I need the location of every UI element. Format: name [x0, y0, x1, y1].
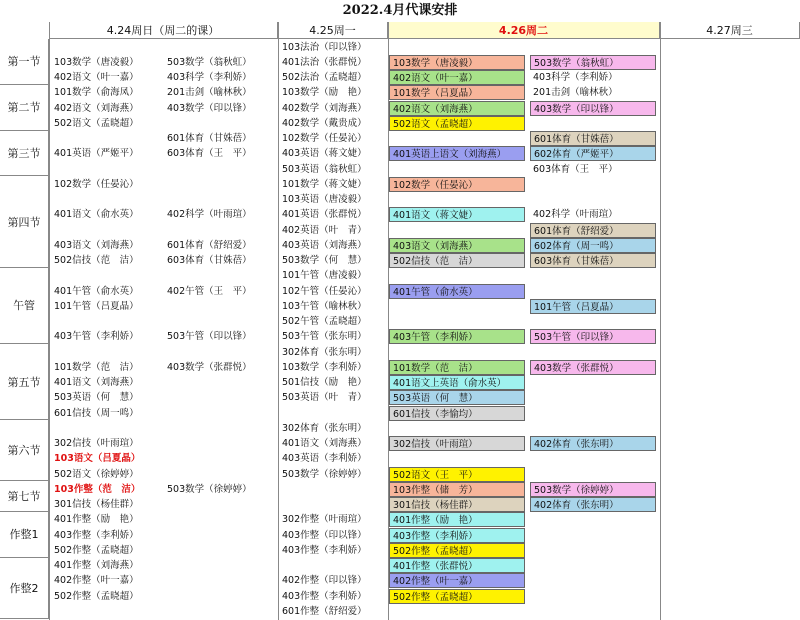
schedule-cell: 403作整（印以锋） [282, 529, 367, 541]
schedule-cell: 101数学（范 洁） [389, 360, 525, 375]
header-day-monday: 4.25周一 [278, 22, 388, 39]
schedule-cell: 401法治（张群悦） [282, 56, 367, 68]
schedule-cell: 502作整（孟晓超） [54, 590, 139, 602]
schedule-cell: 502信技（范 洁） [389, 253, 525, 268]
schedule-cell: 402语文（刘海燕） [389, 101, 525, 116]
schedule-cell: 603体育（王 平） [167, 148, 252, 160]
schedule-cell: 103作整（储 芳） [389, 482, 525, 497]
schedule-cell: 403作整（李利娇） [54, 529, 139, 541]
schedule-cell: 401作整（刘海燕） [54, 560, 139, 571]
schedule-cell: 402科学（叶雨瑄） [533, 209, 618, 221]
period-label: 第三节 [0, 131, 49, 177]
schedule-cell: 503英语（翁秋虹） [282, 163, 367, 175]
schedule-cell: 103午管（喻林秋） [282, 300, 367, 312]
schedule-cell: 403英语（蒋文婕） [282, 148, 367, 160]
schedule-cell: 401语文（俞水英） [54, 209, 139, 221]
schedule-cell: 602体育（严姬平） [530, 146, 656, 161]
schedule-cell: 103数学（唐凌毅） [54, 56, 139, 68]
schedule-cell: 302信技（叶雨瑄） [389, 436, 525, 451]
schedule-cell: 403数学（印以锋） [167, 102, 252, 114]
schedule-cell: 603体育（甘姝蓓） [530, 253, 656, 268]
schedule-cell: 402科学（叶雨瑄） [167, 209, 252, 221]
grid-divider [388, 22, 389, 620]
schedule-cell: 101数学（吕夏晶） [389, 85, 525, 100]
schedule-cell: 103作整（范 洁） [54, 483, 141, 495]
schedule-cell: 403语文（刘海燕） [54, 239, 139, 251]
schedule-cell: 401英语（严姬平） [54, 148, 139, 160]
schedule-cell: 101数学（范 洁） [54, 361, 139, 373]
schedule-cell: 102午管（任晏沁） [282, 285, 367, 297]
schedule-cell: 302信技（叶雨瑄） [54, 438, 139, 449]
schedule-cell: 201击剑（喻林秋） [533, 87, 618, 99]
schedule-cell: 103语文（吕夏晶） [54, 453, 141, 465]
schedule-cell: 403语文（刘海燕） [389, 238, 525, 253]
schedule-cell: 603体育（甘姝蓓） [167, 255, 252, 266]
schedule-cell: 503午管（印以锋） [167, 331, 252, 343]
schedule-cell: 103数学（李利娇） [282, 361, 367, 373]
schedule-cell: 201击剑（喻林秋） [167, 87, 252, 99]
header-day-tuesday: 4.26周二 [388, 22, 660, 39]
schedule-cell: 502语文（孟晓超） [54, 117, 139, 129]
schedule-cell: 401语文（蒋文婕） [389, 207, 525, 222]
schedule-cell: 302作整（叶雨瑄） [282, 514, 367, 526]
header-day-wednesday: 4.27周三 [660, 22, 800, 39]
period-label: 第七节 [0, 481, 49, 512]
schedule-cell: 602体育（周一鸣） [530, 238, 656, 253]
schedule-cell: 102数学（任晏沁） [389, 177, 525, 192]
schedule-cell: 502语文（孟晓超） [389, 116, 525, 131]
schedule-cell: 103数学（励 艳） [282, 87, 367, 99]
schedule-cell: 402语文（刘海燕） [54, 102, 139, 114]
schedule-cell: 103英语（唐凌毅） [282, 194, 367, 205]
schedule-cell: 101午管（唐凌毅） [282, 270, 367, 282]
schedule-cell: 401午管（俞水英） [389, 284, 525, 299]
schedule-cell: 503英语（何 慧） [54, 392, 139, 404]
schedule-cell: 601信技（李愉均） [389, 406, 525, 421]
header-day-sunday: 4.24周日（周二的课） [49, 22, 278, 39]
schedule-cell: 402午管（王 平） [167, 285, 252, 297]
schedule-cell: 601体育（甘姝蓓） [167, 133, 252, 144]
schedule-cell: 102数学（任晏沁） [54, 178, 139, 190]
schedule-cell: 502作整（孟晓超） [389, 589, 525, 604]
schedule-cell: 502语文（王 平） [389, 467, 525, 482]
schedule-cell: 301信技（杨佳群） [54, 499, 139, 510]
grid-divider [278, 22, 279, 620]
schedule-cell: 101数学（俞海凤） [54, 87, 139, 99]
schedule-cell: 403英语（李利娇） [282, 453, 367, 465]
schedule-cell: 403作整（李利娇） [282, 544, 367, 556]
schedule-cell: 402英语（叶 青） [282, 224, 367, 236]
schedule-cell: 601体育（舒绍爱） [530, 223, 656, 238]
schedule-cell: 502法治（孟晓超） [282, 72, 367, 83]
period-label: 第二节 [0, 85, 49, 131]
schedule-cell: 503数学（翁秋虹） [167, 56, 252, 68]
schedule-cell: 601信技（周一鸣） [54, 407, 139, 419]
period-label: 作整2 [0, 558, 49, 619]
schedule-cell: 401英语（张群悦） [282, 209, 367, 221]
schedule-cell: 503午管（印以锋） [530, 329, 656, 344]
schedule-cell: 402作整（叶一嘉） [54, 575, 139, 587]
schedule-cell: 603体育（王 平） [533, 163, 618, 175]
schedule-cell: 302体育（张东明） [282, 346, 367, 358]
schedule-cell: 302体育（张东明） [282, 422, 367, 434]
schedule-cell: 101午管（吕夏晶） [530, 299, 656, 314]
grid-divider [49, 22, 50, 620]
schedule-cell: 401午管（俞水英） [54, 285, 139, 297]
schedule-cell: 502语文（徐婷婷） [54, 468, 139, 480]
schedule-cell: 103法治（印以锋） [282, 41, 367, 53]
schedule-cell: 402作整（叶一嘉） [389, 573, 525, 588]
schedule-cell: 101数学（蒋文婕） [282, 178, 367, 190]
schedule-cell: 403科学（李利娇） [533, 72, 618, 83]
schedule-cell: 403数学（张群悦） [530, 360, 656, 375]
schedule-cell: 102数学（任晏沁） [282, 133, 367, 144]
period-label: 第四节 [0, 176, 49, 268]
schedule-cell: 601作整（舒绍爱） [282, 605, 367, 617]
schedule-cell: 403数学（印以锋） [530, 101, 656, 116]
schedule-cell: 301信技（杨佳群） [389, 497, 525, 512]
schedule-cell: 503英语（何 慧） [389, 390, 525, 405]
schedule-cell: 403科学（李利娇） [167, 72, 252, 83]
schedule-cell: 402语文（叶一嘉） [389, 70, 525, 85]
schedule-cell: 401语文上英语（俞水英） [389, 375, 525, 390]
period-label: 第五节 [0, 344, 49, 420]
schedule-cell: 403午管（李利娇） [54, 331, 139, 343]
schedule-cell: 402体育（张东明） [530, 497, 656, 512]
schedule-cell: 401语文（刘海燕） [282, 438, 367, 449]
sheet-title: 2022.4月代课安排 [342, 3, 458, 18]
grid-divider [660, 22, 661, 620]
schedule-cell: 601体育（舒绍爱） [167, 239, 252, 251]
schedule-cell: 103数学（唐凌毅） [389, 55, 525, 70]
schedule-cell: 503数学（徐婷婷） [167, 483, 252, 495]
schedule-cell: 503数学（徐婷婷） [282, 468, 367, 480]
schedule-cell: 403作整（李利娇） [389, 528, 525, 543]
schedule-cell: 101午管（吕夏晶） [54, 300, 139, 312]
schedule-cell: 402作整（印以锋） [282, 575, 367, 587]
schedule-cell: 503数学（何 慧） [282, 255, 367, 266]
schedule-cell: 401英语上语文（刘海燕） [389, 146, 525, 161]
period-label: 第六节 [0, 420, 49, 481]
schedule-cell: 502作整（孟晓超） [54, 544, 139, 556]
schedule-cell: 403作整（李利娇） [282, 590, 367, 602]
schedule-cell: 402数学（戴贵成） [282, 117, 367, 129]
schedule-cell: 501信技（励 艳） [282, 377, 367, 388]
schedule-cell: 503数学（徐婷婷） [530, 482, 656, 497]
schedule-cell: 402语文（叶一嘉） [54, 72, 139, 83]
schedule-cell: 601体育（甘姝蓓） [530, 131, 656, 146]
schedule-cell: 503英语（叶 青） [282, 392, 367, 404]
schedule-cell: 402体育（张东明） [530, 436, 656, 451]
period-label: 第一节 [0, 39, 49, 85]
schedule-cell: 503数学（翁秋虹） [530, 55, 656, 70]
schedule-cell: 403午管（李利娇） [389, 329, 525, 344]
schedule-cell: 402数学（刘海燕） [282, 102, 367, 114]
schedule-cell: 502作整（孟晓超） [389, 543, 525, 558]
schedule-cell: 403数学（张群悦） [167, 361, 252, 373]
schedule-cell: 502信技（范 洁） [54, 255, 139, 266]
period-label: 作整1 [0, 512, 49, 558]
schedule-cell: 503午管（张东明） [282, 331, 367, 343]
schedule-cell: 401作整（励 艳） [54, 514, 139, 526]
schedule-cell: 401作整（励 艳） [389, 512, 525, 527]
schedule-cell: 401作整（张群悦） [389, 558, 525, 573]
schedule-cell: 403英语（刘海燕） [282, 239, 367, 251]
schedule-cell: 502午管（孟晓超） [282, 316, 367, 327]
schedule-cell: 401语文（刘海燕） [54, 377, 139, 388]
period-label: 午管 [0, 268, 49, 344]
